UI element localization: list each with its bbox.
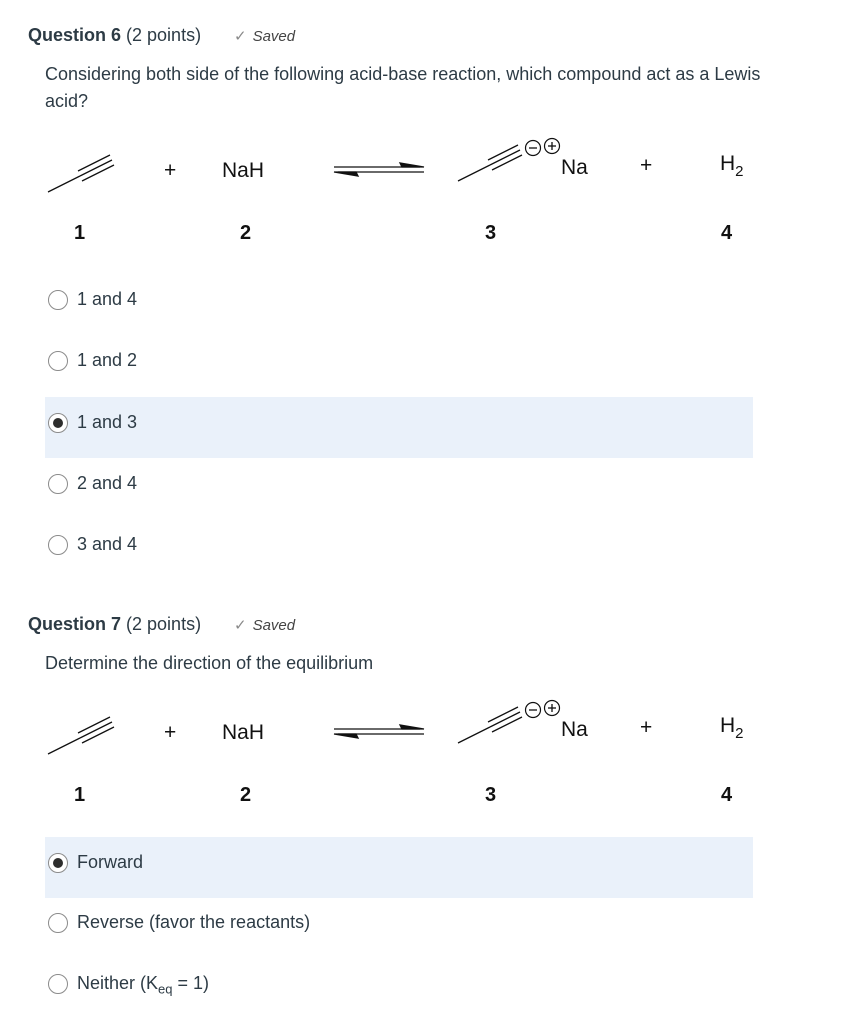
equilibrium-arrow — [334, 163, 424, 176]
compound-label-2: 2 — [240, 784, 252, 806]
saved-status — [234, 27, 295, 45]
answer-option-neither[interactable] — [45, 955, 753, 1016]
reaction-scheme — [40, 692, 760, 812]
answer-option-forward[interactable] — [45, 837, 753, 898]
plus-sign: + — [164, 159, 177, 182]
question-7-header — [28, 614, 201, 635]
check-icon: ✓ — [234, 28, 247, 45]
reaction-scheme — [40, 130, 760, 250]
answer-option-reverse[interactable] — [45, 894, 753, 955]
question-6-header — [28, 25, 201, 46]
negative-charge-icon — [526, 703, 541, 718]
compound-label-3: 3 — [485, 784, 497, 806]
sodium-counterion: Na — [561, 156, 588, 179]
nah-formula: NaH — [222, 721, 265, 744]
radio-button[interactable] — [48, 535, 68, 555]
question-points: (2 points) — [126, 25, 202, 45]
radio-button[interactable] — [48, 290, 68, 310]
compound-label-1: 1 — [74, 222, 86, 244]
question-text: Determine the direction of the equilibrium — [45, 653, 374, 673]
check-icon: ✓ — [234, 617, 247, 634]
negative-charge-icon — [526, 141, 541, 156]
compound-label-4: 4 — [721, 222, 733, 244]
compound-label-1: 1 — [74, 784, 86, 806]
option-label: 2 and 4 — [77, 473, 138, 493]
plus-sign: + — [640, 716, 653, 739]
plus-sign: + — [164, 721, 177, 744]
option-label: 1 and 4 — [77, 289, 138, 309]
compound-label-3: 3 — [485, 222, 497, 244]
nah-formula: NaH — [222, 159, 265, 182]
h2-formula: $H_2$ — [720, 714, 744, 742]
option-label: Neither $(K_{eq} = 1)$ — [77, 973, 210, 997]
radio-button[interactable] — [48, 974, 68, 994]
equilibrium-arrow — [334, 725, 424, 738]
positive-charge-icon — [545, 701, 560, 716]
plus-sign: + — [640, 154, 653, 177]
answer-option-4[interactable] — [45, 455, 753, 516]
h2-formula: $H_2$ — [720, 152, 744, 180]
radio-button-selected[interactable] — [48, 853, 68, 873]
option-label: Reverse (favor the reactants) — [77, 912, 311, 932]
option-label: 1 and 2 — [77, 350, 138, 370]
propynide-structure — [458, 707, 522, 743]
answer-option-3[interactable] — [45, 397, 753, 458]
question-title: Question 7 — [28, 614, 122, 634]
saved-status — [234, 616, 295, 634]
saved-label: Saved — [252, 617, 296, 634]
radio-button[interactable] — [48, 351, 68, 371]
propyne-structure — [48, 717, 114, 754]
sodium-counterion: Na — [561, 718, 588, 741]
compound-label-2: 2 — [240, 222, 252, 244]
question-text: Considering both side of the following acid-base reaction, which compound act as a Lewis acid? — [45, 64, 761, 111]
radio-button-selected[interactable] — [48, 413, 68, 433]
radio-button[interactable] — [48, 474, 68, 494]
answer-option-5[interactable] — [45, 516, 753, 577]
compound-label-4: 4 — [721, 784, 733, 806]
propynide-structure — [458, 145, 522, 181]
option-label: 1 and 3 — [77, 412, 138, 432]
answer-option-1[interactable] — [45, 271, 753, 332]
answer-option-2[interactable] — [45, 332, 753, 393]
positive-charge-icon — [545, 139, 560, 154]
radio-button[interactable] — [48, 913, 68, 933]
option-label: 3 and 4 — [77, 534, 138, 554]
propyne-structure — [48, 155, 114, 192]
option-label: Forward — [77, 852, 144, 872]
question-points: (2 points) — [126, 614, 202, 634]
saved-label: Saved — [252, 28, 296, 45]
question-title: Question 6 — [28, 25, 122, 45]
